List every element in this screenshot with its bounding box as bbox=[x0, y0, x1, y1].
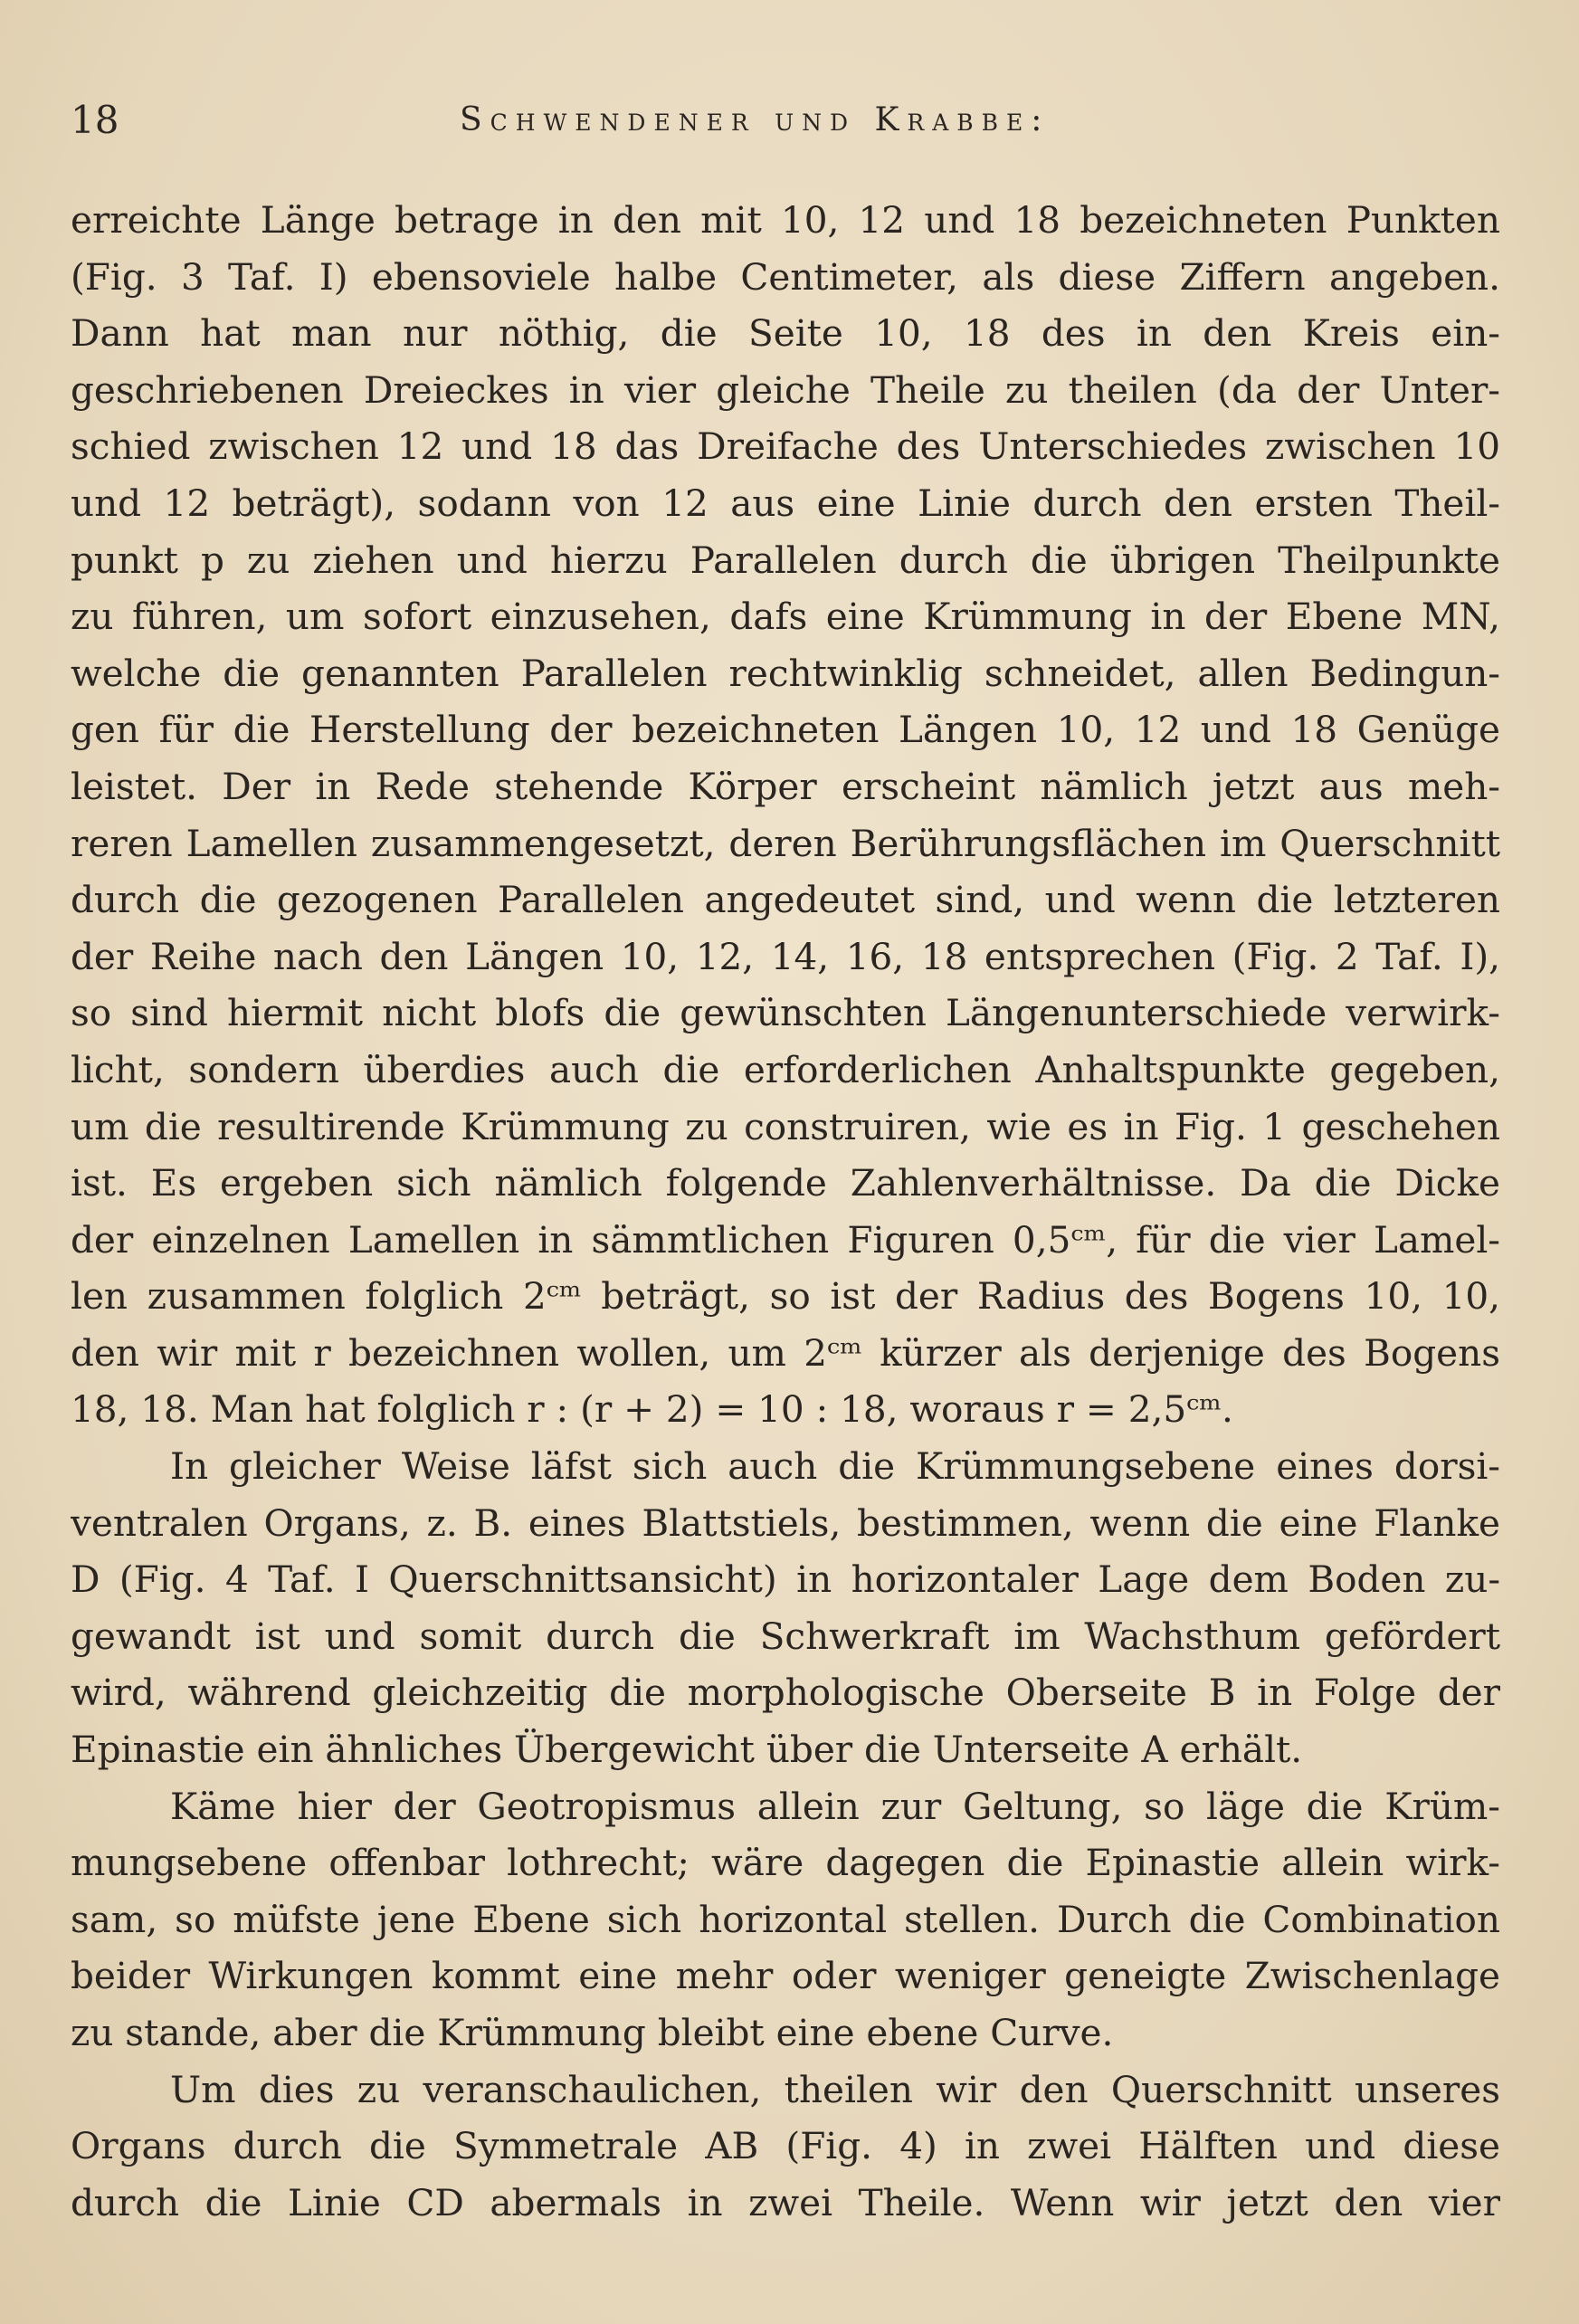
text-line: so sind hiermit nicht blofs die gewünschten Längenunterschiede verwirk- bbox=[71, 991, 1500, 1035]
text-line: zu stande, aber die Krümmung bleibt eine ebene Curve. bbox=[71, 2011, 1114, 2054]
text-line: gewandt ist und somit durch die Schwerkraft im Wachsthum gefördert bbox=[71, 1614, 1500, 1658]
text-line: beider Wirkungen kommt eine mehr oder weniger geneigte Zwischenlage bbox=[71, 1954, 1500, 1998]
text-line: licht, sondern überdies auch die erforderlichen Anhaltspunkte gegeben, bbox=[71, 1047, 1500, 1091]
text-line: erreichte Länge betrage in den mit 10, 12 und 18 bezeichneten Punkten bbox=[71, 198, 1500, 242]
text-line: punkt p zu ziehen und hierzu Parallelen durch die übrigen Theilpunkte bbox=[71, 538, 1500, 582]
text-line: der Reihe nach den Längen 10, 12, 14, 16, 18 entsprechen (Fig. 2 Taf. I), bbox=[71, 934, 1500, 978]
text-line: Epinastie ein ähnliches Übergewicht über die Unterseite A erhält. bbox=[71, 1728, 1303, 1772]
text-line: schied zwischen 12 und 18 das Dreifache des Unterschiedes zwischen 10 bbox=[71, 424, 1500, 469]
text-line: welche die genannten Parallelen rechtwinklig schneidet, allen Bedingun- bbox=[71, 651, 1500, 695]
text-line: zu führen, um sofort einzusehen, dafs eine Krümmung in der Ebene MN, bbox=[71, 595, 1500, 639]
text-line: ventralen Organs, z. B. eines Blattstiels, bestimmen, wenn die eine Flanke bbox=[71, 1500, 1500, 1545]
text-line: durch die gezogenen Parallelen angedeutet sind, und wenn die letzteren bbox=[71, 878, 1500, 922]
text-line: D (Fig. 4 Taf. I Querschnittsansicht) in horizontaler Lage dem Boden zu- bbox=[71, 1557, 1500, 1602]
text-line: reren Lamellen zusammengesetzt, deren Berührungsflächen im Querschnitt bbox=[71, 821, 1500, 865]
text-line: der einzelnen Lamellen in sämmtlichen Figuren 0,5ᶜᵐ, für die vier Lamel- bbox=[71, 1217, 1500, 1262]
text-line: um die resultirende Krümmung zu construiren, wie es in Fig. 1 geschehen bbox=[71, 1104, 1500, 1148]
text-line: sam, so müfste jene Ebene sich horizontal stellen. Durch die Combination bbox=[71, 1897, 1500, 1941]
text-line: (Fig. 3 Taf. I) ebensoviele halbe Centimeter, als diese Ziffern angeben. bbox=[71, 254, 1500, 299]
text-line: durch die Linie CD abermals in zwei Theile. Wenn wir jetzt den vier bbox=[71, 2180, 1500, 2224]
text-line: Dann hat man nur nöthig, die Seite 10, 18 des in den Kreis ein- bbox=[71, 311, 1500, 356]
page-number: 18 bbox=[71, 98, 119, 142]
text-line: Organs durch die Symmetrale AB (Fig. 4) in zwei Hälften und diese bbox=[71, 2124, 1500, 2168]
text-line: In gleicher Weise läfst sich auch die Krümmungsebene eines dorsi- bbox=[170, 1444, 1500, 1489]
text-line: Um dies zu veranschaulichen, theilen wir den Querschnitt unseres bbox=[170, 2067, 1500, 2111]
page-header bbox=[71, 98, 1507, 152]
text-line: wird, während gleichzeitig die morphologische Oberseite B in Folge der bbox=[71, 1671, 1500, 1715]
text-line: geschriebenen Dreieckes in vier gleiche Theile zu theilen (da der Unter- bbox=[71, 367, 1500, 412]
text-line: gen für die Herstellung der bezeichneten Längen 10, 12 und 18 Genüge bbox=[71, 708, 1500, 752]
text-line: Käme hier der Geotropismus allein zur Geltung, so läge die Krüm- bbox=[170, 1784, 1500, 1828]
text-line: den wir mit r bezeichnen wollen, um 2ᶜᵐ kürzer als derjenige des Bogens bbox=[71, 1330, 1500, 1375]
text-line: len zusammen folglich 2ᶜᵐ beträgt, so ist der Radius des Bogens 10, 10, bbox=[71, 1274, 1500, 1319]
text-line: mungsebene offenbar lothrecht; wäre dagegen die Epinastie allein wirk- bbox=[71, 1841, 1500, 1885]
running-head: Schwendener und Krabbe: bbox=[460, 101, 1051, 138]
body-text bbox=[71, 192, 1500, 2231]
text-line: leistet. Der in Rede stehende Körper erscheint nämlich jetzt aus meh- bbox=[71, 764, 1500, 808]
text-line: 18, 18. Man hat folglich r : (r + 2) = 10 : 18, woraus r = 2,5ᶜᵐ. bbox=[71, 1387, 1233, 1432]
text-line: ist. Es ergeben sich nämlich folgende Zahlenverhältnisse. Da die Dicke bbox=[71, 1161, 1500, 1205]
text-line: und 12 beträgt), sodann von 12 aus eine Linie durch den ersten Theil- bbox=[71, 481, 1500, 525]
